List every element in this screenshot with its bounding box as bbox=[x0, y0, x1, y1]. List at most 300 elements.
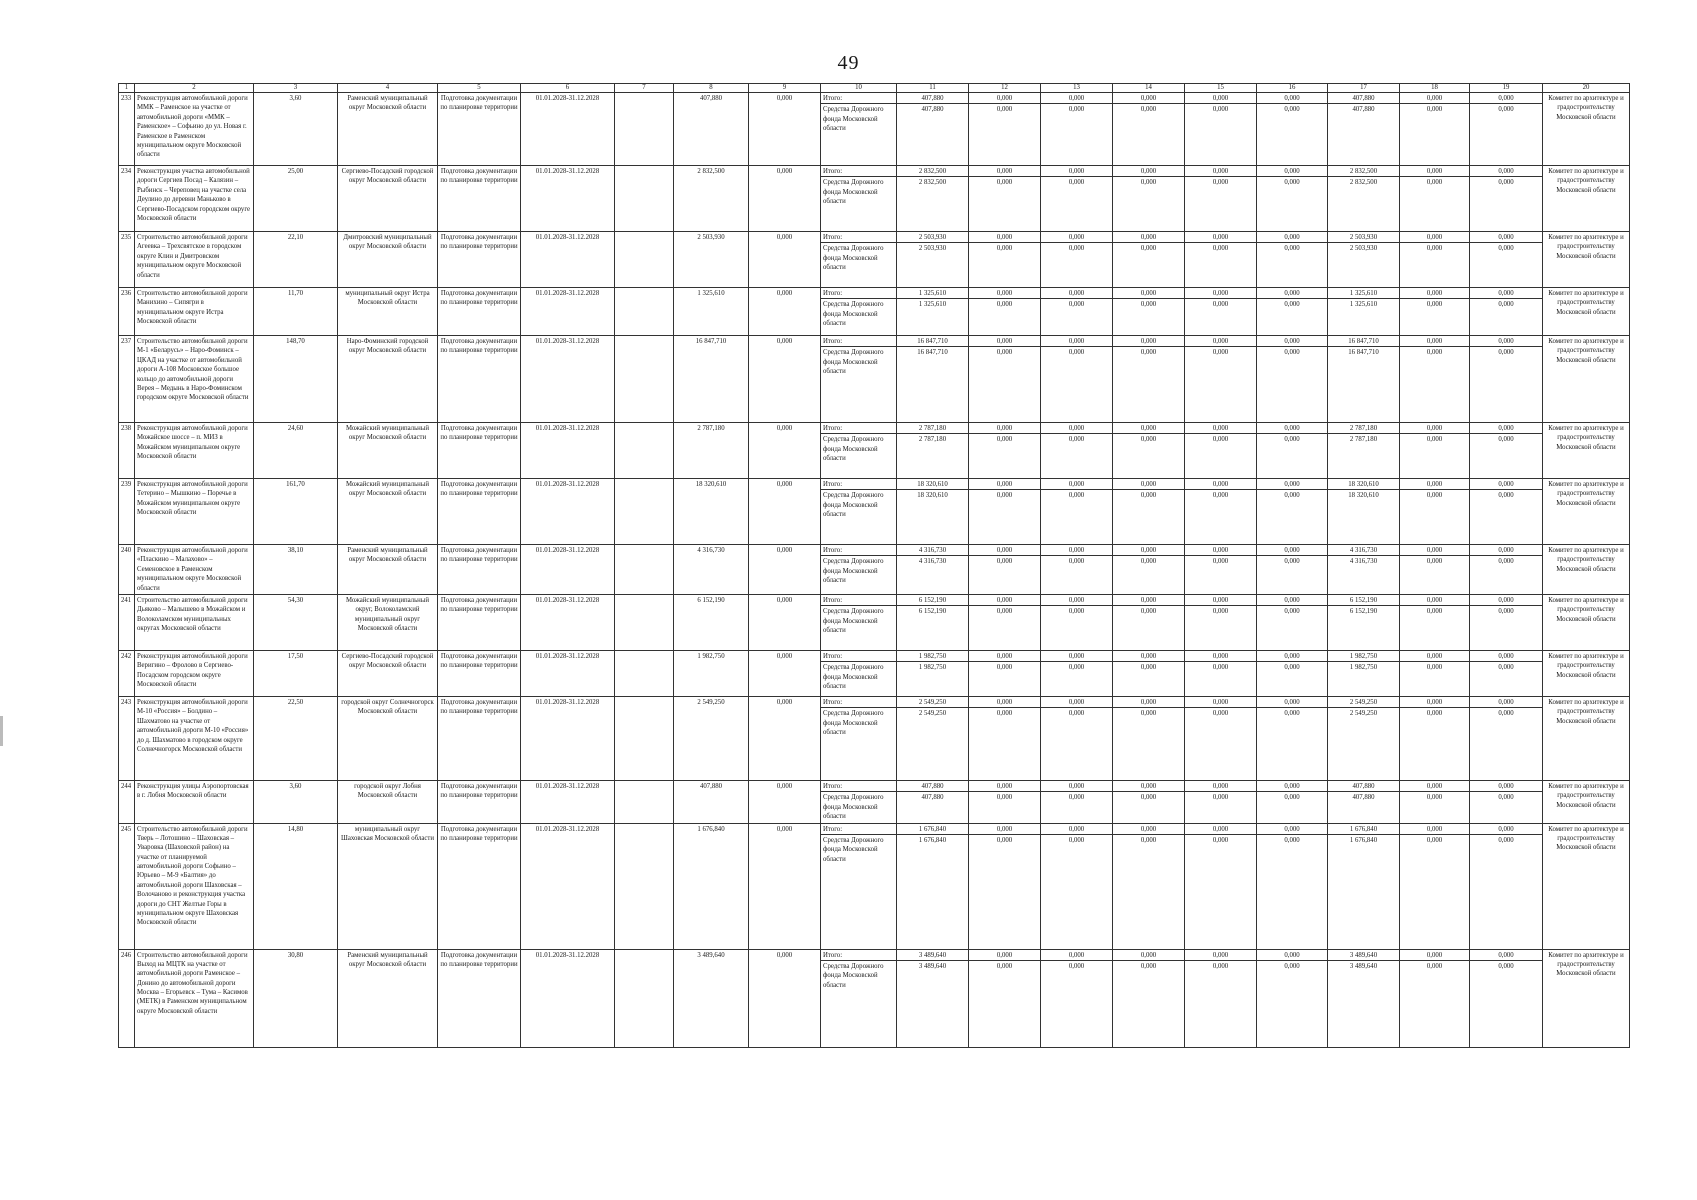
amount-fund: 0,000 bbox=[1284, 349, 1300, 357]
table-row bbox=[119, 288, 1630, 336]
amount-total: 0,000 bbox=[969, 652, 1040, 662]
amount-fund: 0,000 bbox=[1284, 558, 1300, 566]
customer: Комитет по архитектуре и градостроительству Московской области bbox=[1543, 545, 1630, 595]
amount-fund: 0,000 bbox=[1068, 436, 1085, 444]
amount-cell-c13 bbox=[1041, 336, 1113, 423]
amount-cell-total bbox=[897, 93, 969, 166]
column-7-value bbox=[615, 697, 674, 781]
funding-source bbox=[821, 697, 897, 781]
column-8-value: 1 982,750 bbox=[674, 651, 749, 697]
amount-cell-c13 bbox=[1041, 166, 1113, 232]
customer: Комитет по архитектуре и градостроительству Московской области bbox=[1543, 823, 1630, 949]
table-row bbox=[119, 823, 1630, 949]
municipality: Дмитровский муниципальный округ Московской области bbox=[338, 232, 438, 288]
municipality: Раменский муниципальный округ Московской области bbox=[338, 93, 438, 166]
amount-fund: 0,000 bbox=[1068, 664, 1085, 672]
period: 01.01.2028-31.12.2028 bbox=[521, 545, 615, 595]
amount-cell-c14 bbox=[1113, 651, 1185, 697]
object-name: Реконструкция автомобильной дороги ММК – Раменское на участке от автомобильной дороги «ММК – Раменское» – Софьино до ул. Новая г. Раменское в Раменском муниципальном округе Московской области bbox=[135, 93, 254, 166]
length-km: 22,50 bbox=[254, 697, 338, 781]
amount-cell-c18 bbox=[1400, 288, 1470, 336]
amount-total: 0,000 bbox=[1113, 233, 1184, 243]
amount-total: 0,000 bbox=[1257, 825, 1327, 835]
amount-fund: 0,000 bbox=[996, 836, 1013, 844]
row-number: 235 bbox=[119, 232, 135, 288]
amount-cell-c16 bbox=[1257, 949, 1328, 1047]
amount-total: 1 325,610 bbox=[1328, 289, 1399, 299]
column-header: 13 bbox=[1041, 84, 1113, 93]
amount-cell-c13 bbox=[1041, 651, 1113, 697]
amount-total: 0,000 bbox=[1400, 698, 1469, 708]
period: 01.01.2028-31.12.2028 bbox=[521, 651, 615, 697]
amount-cell-c13 bbox=[1041, 479, 1113, 545]
period: 01.01.2028-31.12.2028 bbox=[521, 595, 615, 651]
amount-fund: 0,000 bbox=[1140, 962, 1157, 970]
amount-cell-c18 bbox=[1400, 823, 1470, 949]
amount-fund: 2 832,500 bbox=[1349, 179, 1378, 187]
amount-total: 0,000 bbox=[1400, 424, 1469, 434]
amount-total: 0,000 bbox=[1400, 480, 1469, 490]
amount-total: 0,000 bbox=[1400, 289, 1469, 299]
amount-cell-c17 bbox=[1328, 232, 1400, 288]
amount-fund: 0,000 bbox=[1140, 710, 1157, 718]
amount-cell-c15 bbox=[1185, 93, 1257, 166]
amount-fund: 0,000 bbox=[996, 558, 1013, 566]
amount-fund: 0,000 bbox=[996, 710, 1013, 718]
column-8-value: 1 325,610 bbox=[674, 288, 749, 336]
amount-cell-total bbox=[897, 479, 969, 545]
amount-fund: 6 152,190 bbox=[1349, 608, 1378, 616]
amount-total: 0,000 bbox=[1185, 596, 1256, 606]
column-8-value: 6 152,190 bbox=[674, 595, 749, 651]
column-7-value bbox=[615, 423, 674, 479]
column-number-row bbox=[119, 84, 1630, 93]
amount-fund: 2 503,930 bbox=[918, 245, 947, 253]
amount-fund: 0,000 bbox=[1068, 245, 1085, 253]
amount-fund: 0,000 bbox=[1284, 794, 1300, 802]
work-type: Подготовка документации по планировке территории bbox=[438, 781, 521, 824]
length-km: 14,80 bbox=[254, 823, 338, 949]
amount-cell-c19 bbox=[1470, 823, 1543, 949]
column-9-value: 0,000 bbox=[749, 545, 821, 595]
amount-fund: 0,000 bbox=[1284, 106, 1300, 114]
amount-cell-c16 bbox=[1257, 781, 1328, 824]
amount-fund: 18 320,610 bbox=[1348, 492, 1379, 500]
period: 01.01.2028-31.12.2028 bbox=[521, 697, 615, 781]
amount-total: 0,000 bbox=[1470, 825, 1542, 835]
column-header: 15 bbox=[1185, 84, 1257, 93]
row-number: 233 bbox=[119, 93, 135, 166]
amount-fund: 0,000 bbox=[1068, 301, 1085, 309]
amount-fund: 3 489,640 bbox=[918, 962, 947, 970]
amount-cell-c19 bbox=[1470, 651, 1543, 697]
funding-source bbox=[821, 651, 897, 697]
amount-cell-c12 bbox=[969, 479, 1041, 545]
row-number: 236 bbox=[119, 288, 135, 336]
amount-cell-c18 bbox=[1400, 423, 1470, 479]
amount-total: 0,000 bbox=[1185, 480, 1256, 490]
funding-source bbox=[821, 232, 897, 288]
amount-fund: 0,000 bbox=[1284, 664, 1300, 672]
amount-total: 0,000 bbox=[1113, 289, 1184, 299]
amount-cell-c13 bbox=[1041, 93, 1113, 166]
amount-fund: 1 325,610 bbox=[918, 301, 947, 309]
row-number: 242 bbox=[119, 651, 135, 697]
column-7-value bbox=[615, 595, 674, 651]
funding-total-label: Итого: bbox=[821, 233, 896, 243]
amount-fund: 0,000 bbox=[1140, 106, 1157, 114]
amount-total: 0,000 bbox=[1185, 424, 1256, 434]
column-8-value: 16 847,710 bbox=[674, 336, 749, 423]
amount-fund: 0,000 bbox=[1212, 492, 1229, 500]
amount-total: 407,880 bbox=[1328, 94, 1399, 104]
amount-cell-c19 bbox=[1470, 166, 1543, 232]
amount-cell-c14 bbox=[1113, 595, 1185, 651]
funding-total-label: Итого: bbox=[821, 698, 896, 708]
amount-total: 0,000 bbox=[1400, 94, 1469, 104]
municipality: муниципальный округ Шаховская Московской области bbox=[338, 823, 438, 949]
amount-fund: 0,000 bbox=[1140, 492, 1157, 500]
amount-cell-c17 bbox=[1328, 697, 1400, 781]
amount-fund: 0,000 bbox=[1140, 436, 1157, 444]
amount-fund: 16 847,710 bbox=[917, 349, 948, 357]
amount-fund: 0,000 bbox=[1140, 349, 1157, 357]
amount-fund: 0,000 bbox=[996, 106, 1013, 114]
table-row bbox=[119, 545, 1630, 595]
column-9-value: 0,000 bbox=[749, 823, 821, 949]
amount-cell-c13 bbox=[1041, 545, 1113, 595]
column-8-value: 2 549,250 bbox=[674, 697, 749, 781]
amount-cell-c15 bbox=[1185, 166, 1257, 232]
amount-total: 3 489,640 bbox=[1328, 951, 1399, 961]
column-9-value: 0,000 bbox=[749, 232, 821, 288]
table-row bbox=[119, 697, 1630, 781]
amount-cell-c17 bbox=[1328, 949, 1400, 1047]
amount-fund: 0,000 bbox=[1284, 301, 1300, 309]
amount-cell-total bbox=[897, 781, 969, 824]
amount-cell-c14 bbox=[1113, 166, 1185, 232]
column-8-value: 407,880 bbox=[674, 93, 749, 166]
amount-cell-c19 bbox=[1470, 479, 1543, 545]
amount-fund: 0,000 bbox=[1498, 962, 1514, 970]
amount-total: 0,000 bbox=[1113, 698, 1184, 708]
column-9-value: 0,000 bbox=[749, 288, 821, 336]
amount-total: 0,000 bbox=[1113, 652, 1184, 662]
amount-fund: 0,000 bbox=[1426, 664, 1443, 672]
column-header: 20 bbox=[1543, 84, 1630, 93]
amount-cell-c14 bbox=[1113, 232, 1185, 288]
funding-total-label: Итого: bbox=[821, 652, 896, 662]
amount-total: 0,000 bbox=[969, 951, 1040, 961]
amount-total: 0,000 bbox=[1185, 782, 1256, 792]
amount-fund: 0,000 bbox=[1498, 836, 1514, 844]
work-type: Подготовка документации по планировке территории bbox=[438, 93, 521, 166]
column-header: 7 bbox=[615, 84, 674, 93]
funding-source-label: Средства Дорожного фонда Московской области bbox=[823, 664, 884, 691]
period: 01.01.2028-31.12.2028 bbox=[521, 781, 615, 824]
column-8-value: 407,880 bbox=[674, 781, 749, 824]
municipality: Раменский муниципальный округ Московской области bbox=[338, 949, 438, 1047]
amount-fund: 6 152,190 bbox=[918, 608, 947, 616]
amount-cell-c14 bbox=[1113, 545, 1185, 595]
object-name: Строительство автомобильной дороги Агеевка – Трехсвятское в городском округе Клин и Дмитровском муниципальном округе Московской области bbox=[135, 232, 254, 288]
customer: Комитет по архитектуре и градостроительству Московской области bbox=[1543, 697, 1630, 781]
amount-fund: 0,000 bbox=[1068, 608, 1085, 616]
period: 01.01.2028-31.12.2028 bbox=[521, 288, 615, 336]
amount-total: 407,880 bbox=[897, 782, 968, 792]
page-number: 49 bbox=[837, 52, 860, 74]
amount-cell-c18 bbox=[1400, 781, 1470, 824]
amount-total: 0,000 bbox=[1185, 652, 1256, 662]
amount-fund: 0,000 bbox=[1426, 301, 1443, 309]
amount-fund: 0,000 bbox=[1068, 962, 1085, 970]
period: 01.01.2028-31.12.2028 bbox=[521, 166, 615, 232]
amount-total: 0,000 bbox=[1185, 825, 1256, 835]
amount-total: 4 316,730 bbox=[1328, 546, 1399, 556]
work-type: Подготовка документации по планировке территории bbox=[438, 595, 521, 651]
amount-cell-total bbox=[897, 949, 969, 1047]
amount-cell-c17 bbox=[1328, 166, 1400, 232]
object-name: Реконструкция автомобильной дороги М-10 «Россия» – Болдино – Шахматово на участке от автомобильной дороги М-10 «Россия» до д. Шахматово в городском округе Солнечногорск Московской области bbox=[135, 697, 254, 781]
row-number: 239 bbox=[119, 479, 135, 545]
municipality: Наро-Фоминский городской округ Московской области bbox=[338, 336, 438, 423]
amount-fund: 0,000 bbox=[996, 664, 1013, 672]
amount-total: 0,000 bbox=[969, 424, 1040, 434]
amount-fund: 0,000 bbox=[1212, 436, 1229, 444]
period: 01.01.2028-31.12.2028 bbox=[521, 823, 615, 949]
amount-cell-c16 bbox=[1257, 93, 1328, 166]
amount-total: 0,000 bbox=[1257, 698, 1327, 708]
funding-total-label: Итого: bbox=[821, 596, 896, 606]
amount-total: 2 787,180 bbox=[897, 424, 968, 434]
amount-total: 0,000 bbox=[1400, 233, 1469, 243]
amount-fund: 0,000 bbox=[1140, 245, 1157, 253]
amount-cell-c12 bbox=[969, 545, 1041, 595]
funding-total-label: Итого: bbox=[821, 289, 896, 299]
amount-cell-c17 bbox=[1328, 781, 1400, 824]
funding-source bbox=[821, 93, 897, 166]
amount-cell-c19 bbox=[1470, 93, 1543, 166]
amount-cell-c15 bbox=[1185, 595, 1257, 651]
amount-total: 0,000 bbox=[1113, 825, 1184, 835]
row-number: 246 bbox=[119, 949, 135, 1047]
period: 01.01.2028-31.12.2028 bbox=[521, 949, 615, 1047]
row-number: 238 bbox=[119, 423, 135, 479]
column-7-value bbox=[615, 479, 674, 545]
amount-fund: 1 676,840 bbox=[918, 836, 947, 844]
column-8-value: 2 787,180 bbox=[674, 423, 749, 479]
amount-cell-c18 bbox=[1400, 651, 1470, 697]
amount-fund: 0,000 bbox=[1140, 301, 1157, 309]
column-9-value: 0,000 bbox=[749, 479, 821, 545]
amount-total: 1 676,840 bbox=[1328, 825, 1399, 835]
amount-total: 0,000 bbox=[1470, 424, 1542, 434]
amount-cell-c13 bbox=[1041, 823, 1113, 949]
amount-total: 6 152,190 bbox=[897, 596, 968, 606]
customer: Комитет по архитектуре и градостроительству Московской области bbox=[1543, 166, 1630, 232]
amount-total: 0,000 bbox=[969, 782, 1040, 792]
amount-fund: 0,000 bbox=[1212, 664, 1229, 672]
funding-source-label: Средства Дорожного фонда Московской области bbox=[823, 436, 884, 463]
table-row bbox=[119, 781, 1630, 824]
amount-total: 0,000 bbox=[1470, 337, 1542, 347]
amount-total: 0,000 bbox=[969, 289, 1040, 299]
funding-source bbox=[821, 479, 897, 545]
amount-fund: 0,000 bbox=[1426, 245, 1443, 253]
amount-total: 0,000 bbox=[1257, 596, 1327, 606]
amount-total: 1 982,750 bbox=[1328, 652, 1399, 662]
funding-source-label: Средства Дорожного фонда Московской области bbox=[823, 836, 884, 863]
amount-fund: 0,000 bbox=[1212, 245, 1229, 253]
funding-source bbox=[821, 423, 897, 479]
amount-total: 4 316,730 bbox=[897, 546, 968, 556]
object-name: Строительство автомобильной дороги Выход на МЦТК на участке от автомобильной дороги Раменское – Донино до автомобильной дороги Москва – Егорьевск – Тума – Касимов (МЕТК) в Раменском муниципальном округе Московской области bbox=[135, 949, 254, 1047]
amount-fund: 0,000 bbox=[1212, 558, 1229, 566]
amount-fund: 0,000 bbox=[1426, 436, 1443, 444]
amount-fund: 0,000 bbox=[1212, 710, 1229, 718]
amount-total: 0,000 bbox=[969, 337, 1040, 347]
funding-source bbox=[821, 781, 897, 824]
amount-total: 0,000 bbox=[969, 94, 1040, 104]
amount-fund: 0,000 bbox=[1212, 349, 1229, 357]
column-9-value: 0,000 bbox=[749, 651, 821, 697]
amount-fund: 407,880 bbox=[1352, 106, 1375, 114]
amount-total: 0,000 bbox=[1400, 167, 1469, 177]
column-9-value: 0,000 bbox=[749, 166, 821, 232]
funding-source-label: Средства Дорожного фонда Московской области bbox=[823, 492, 884, 519]
amount-cell-c15 bbox=[1185, 479, 1257, 545]
amount-total: 0,000 bbox=[1185, 289, 1256, 299]
amount-cell-c12 bbox=[969, 423, 1041, 479]
amount-cell-c14 bbox=[1113, 479, 1185, 545]
amount-fund: 0,000 bbox=[1212, 794, 1229, 802]
column-header: 10 bbox=[821, 84, 897, 93]
column-header: 4 bbox=[338, 84, 438, 93]
length-km: 161,70 bbox=[254, 479, 338, 545]
amount-cell-total bbox=[897, 288, 969, 336]
municipality: Можайский муниципальный округ, Волоколамский муниципальный округ Московской области bbox=[338, 595, 438, 651]
table-row bbox=[119, 232, 1630, 288]
amount-fund: 0,000 bbox=[1426, 106, 1443, 114]
amount-fund: 0,000 bbox=[1212, 179, 1229, 187]
amount-total: 0,000 bbox=[1113, 94, 1184, 104]
funding-source-label: Средства Дорожного фонда Московской области bbox=[823, 245, 884, 272]
amount-fund: 0,000 bbox=[1068, 349, 1085, 357]
column-header: 12 bbox=[969, 84, 1041, 93]
work-type: Подготовка документации по планировке территории bbox=[438, 423, 521, 479]
column-7-value bbox=[615, 949, 674, 1047]
amount-total: 2 503,930 bbox=[1328, 233, 1399, 243]
column-9-value: 0,000 bbox=[749, 423, 821, 479]
amount-cell-c19 bbox=[1470, 949, 1543, 1047]
amount-fund: 0,000 bbox=[996, 245, 1013, 253]
object-name: Строительство автомобильной дороги Дьяково – Малышево в Можайском и Волоколамском муниципальных округах Московской области bbox=[135, 595, 254, 651]
amount-fund: 1 982,750 bbox=[1349, 664, 1378, 672]
column-header: 8 bbox=[674, 84, 749, 93]
amount-fund: 0,000 bbox=[1140, 608, 1157, 616]
column-8-value: 2 832,500 bbox=[674, 166, 749, 232]
work-type: Подготовка документации по планировке территории bbox=[438, 949, 521, 1047]
amount-total: 0,000 bbox=[1257, 233, 1327, 243]
amount-total: 0,000 bbox=[1185, 698, 1256, 708]
amount-total: 0,000 bbox=[1470, 951, 1542, 961]
length-km: 54,30 bbox=[254, 595, 338, 651]
amount-fund: 0,000 bbox=[1140, 664, 1157, 672]
table-row bbox=[119, 479, 1630, 545]
column-9-value: 0,000 bbox=[749, 93, 821, 166]
amount-fund: 1 982,750 bbox=[918, 664, 947, 672]
amount-cell-c13 bbox=[1041, 232, 1113, 288]
amount-fund: 0,000 bbox=[1140, 179, 1157, 187]
amount-total: 2 549,250 bbox=[1328, 698, 1399, 708]
amount-total: 0,000 bbox=[1470, 652, 1542, 662]
amount-cell-c13 bbox=[1041, 949, 1113, 1047]
amount-fund: 0,000 bbox=[1284, 492, 1300, 500]
funding-source bbox=[821, 823, 897, 949]
funding-total-label: Итого: bbox=[821, 94, 896, 104]
amount-cell-c16 bbox=[1257, 423, 1328, 479]
amount-total: 0,000 bbox=[1470, 596, 1542, 606]
funding-source-label: Средства Дорожного фонда Московской области bbox=[823, 608, 884, 635]
amount-total: 0,000 bbox=[1041, 480, 1112, 490]
amount-cell-c16 bbox=[1257, 166, 1328, 232]
amount-cell-c17 bbox=[1328, 479, 1400, 545]
amount-cell-c17 bbox=[1328, 595, 1400, 651]
table-body bbox=[119, 93, 1630, 1048]
amount-cell-c19 bbox=[1470, 697, 1543, 781]
object-name: Строительство автомобильной дороги Манихино – Сипягри в муниципальном округе Истра Московской области bbox=[135, 288, 254, 336]
amount-cell-c19 bbox=[1470, 545, 1543, 595]
length-km: 24,60 bbox=[254, 423, 338, 479]
amount-cell-c15 bbox=[1185, 545, 1257, 595]
work-type: Подготовка документации по планировке территории bbox=[438, 166, 521, 232]
amount-cell-c18 bbox=[1400, 595, 1470, 651]
amount-total: 0,000 bbox=[1113, 782, 1184, 792]
amount-fund: 1 325,610 bbox=[1349, 301, 1378, 309]
column-8-value: 3 489,640 bbox=[674, 949, 749, 1047]
amount-cell-c16 bbox=[1257, 336, 1328, 423]
amount-total: 0,000 bbox=[1185, 94, 1256, 104]
amount-cell-c19 bbox=[1470, 423, 1543, 479]
funding-total-label: Итого: bbox=[821, 480, 896, 490]
amount-cell-c14 bbox=[1113, 823, 1185, 949]
column-9-value: 0,000 bbox=[749, 781, 821, 824]
length-km: 11,70 bbox=[254, 288, 338, 336]
amount-fund: 0,000 bbox=[1068, 106, 1085, 114]
amount-total: 0,000 bbox=[1400, 825, 1469, 835]
amount-fund: 0,000 bbox=[1068, 558, 1085, 566]
amount-fund: 2 787,180 bbox=[918, 436, 947, 444]
amount-fund: 0,000 bbox=[1068, 492, 1085, 500]
amount-total: 0,000 bbox=[1041, 596, 1112, 606]
amount-total: 0,000 bbox=[1185, 233, 1256, 243]
amount-fund: 407,880 bbox=[921, 794, 944, 802]
amount-total: 3 489,640 bbox=[897, 951, 968, 961]
amount-total: 0,000 bbox=[1041, 424, 1112, 434]
amount-total: 0,000 bbox=[1041, 94, 1112, 104]
column-8-value: 18 320,610 bbox=[674, 479, 749, 545]
object-name: Реконструкция автомобильной дороги Можайское шоссе – п. МИЗ в Можайском муниципальном округе Московской области bbox=[135, 423, 254, 479]
amount-fund: 0,000 bbox=[1284, 179, 1300, 187]
amount-total: 0,000 bbox=[1470, 546, 1542, 556]
amount-total: 0,000 bbox=[969, 233, 1040, 243]
amount-fund: 0,000 bbox=[996, 179, 1013, 187]
amount-total: 2 549,250 bbox=[897, 698, 968, 708]
funding-source bbox=[821, 949, 897, 1047]
amount-fund: 0,000 bbox=[1426, 608, 1443, 616]
amount-cell-c13 bbox=[1041, 595, 1113, 651]
amount-fund: 1 676,840 bbox=[1349, 836, 1378, 844]
